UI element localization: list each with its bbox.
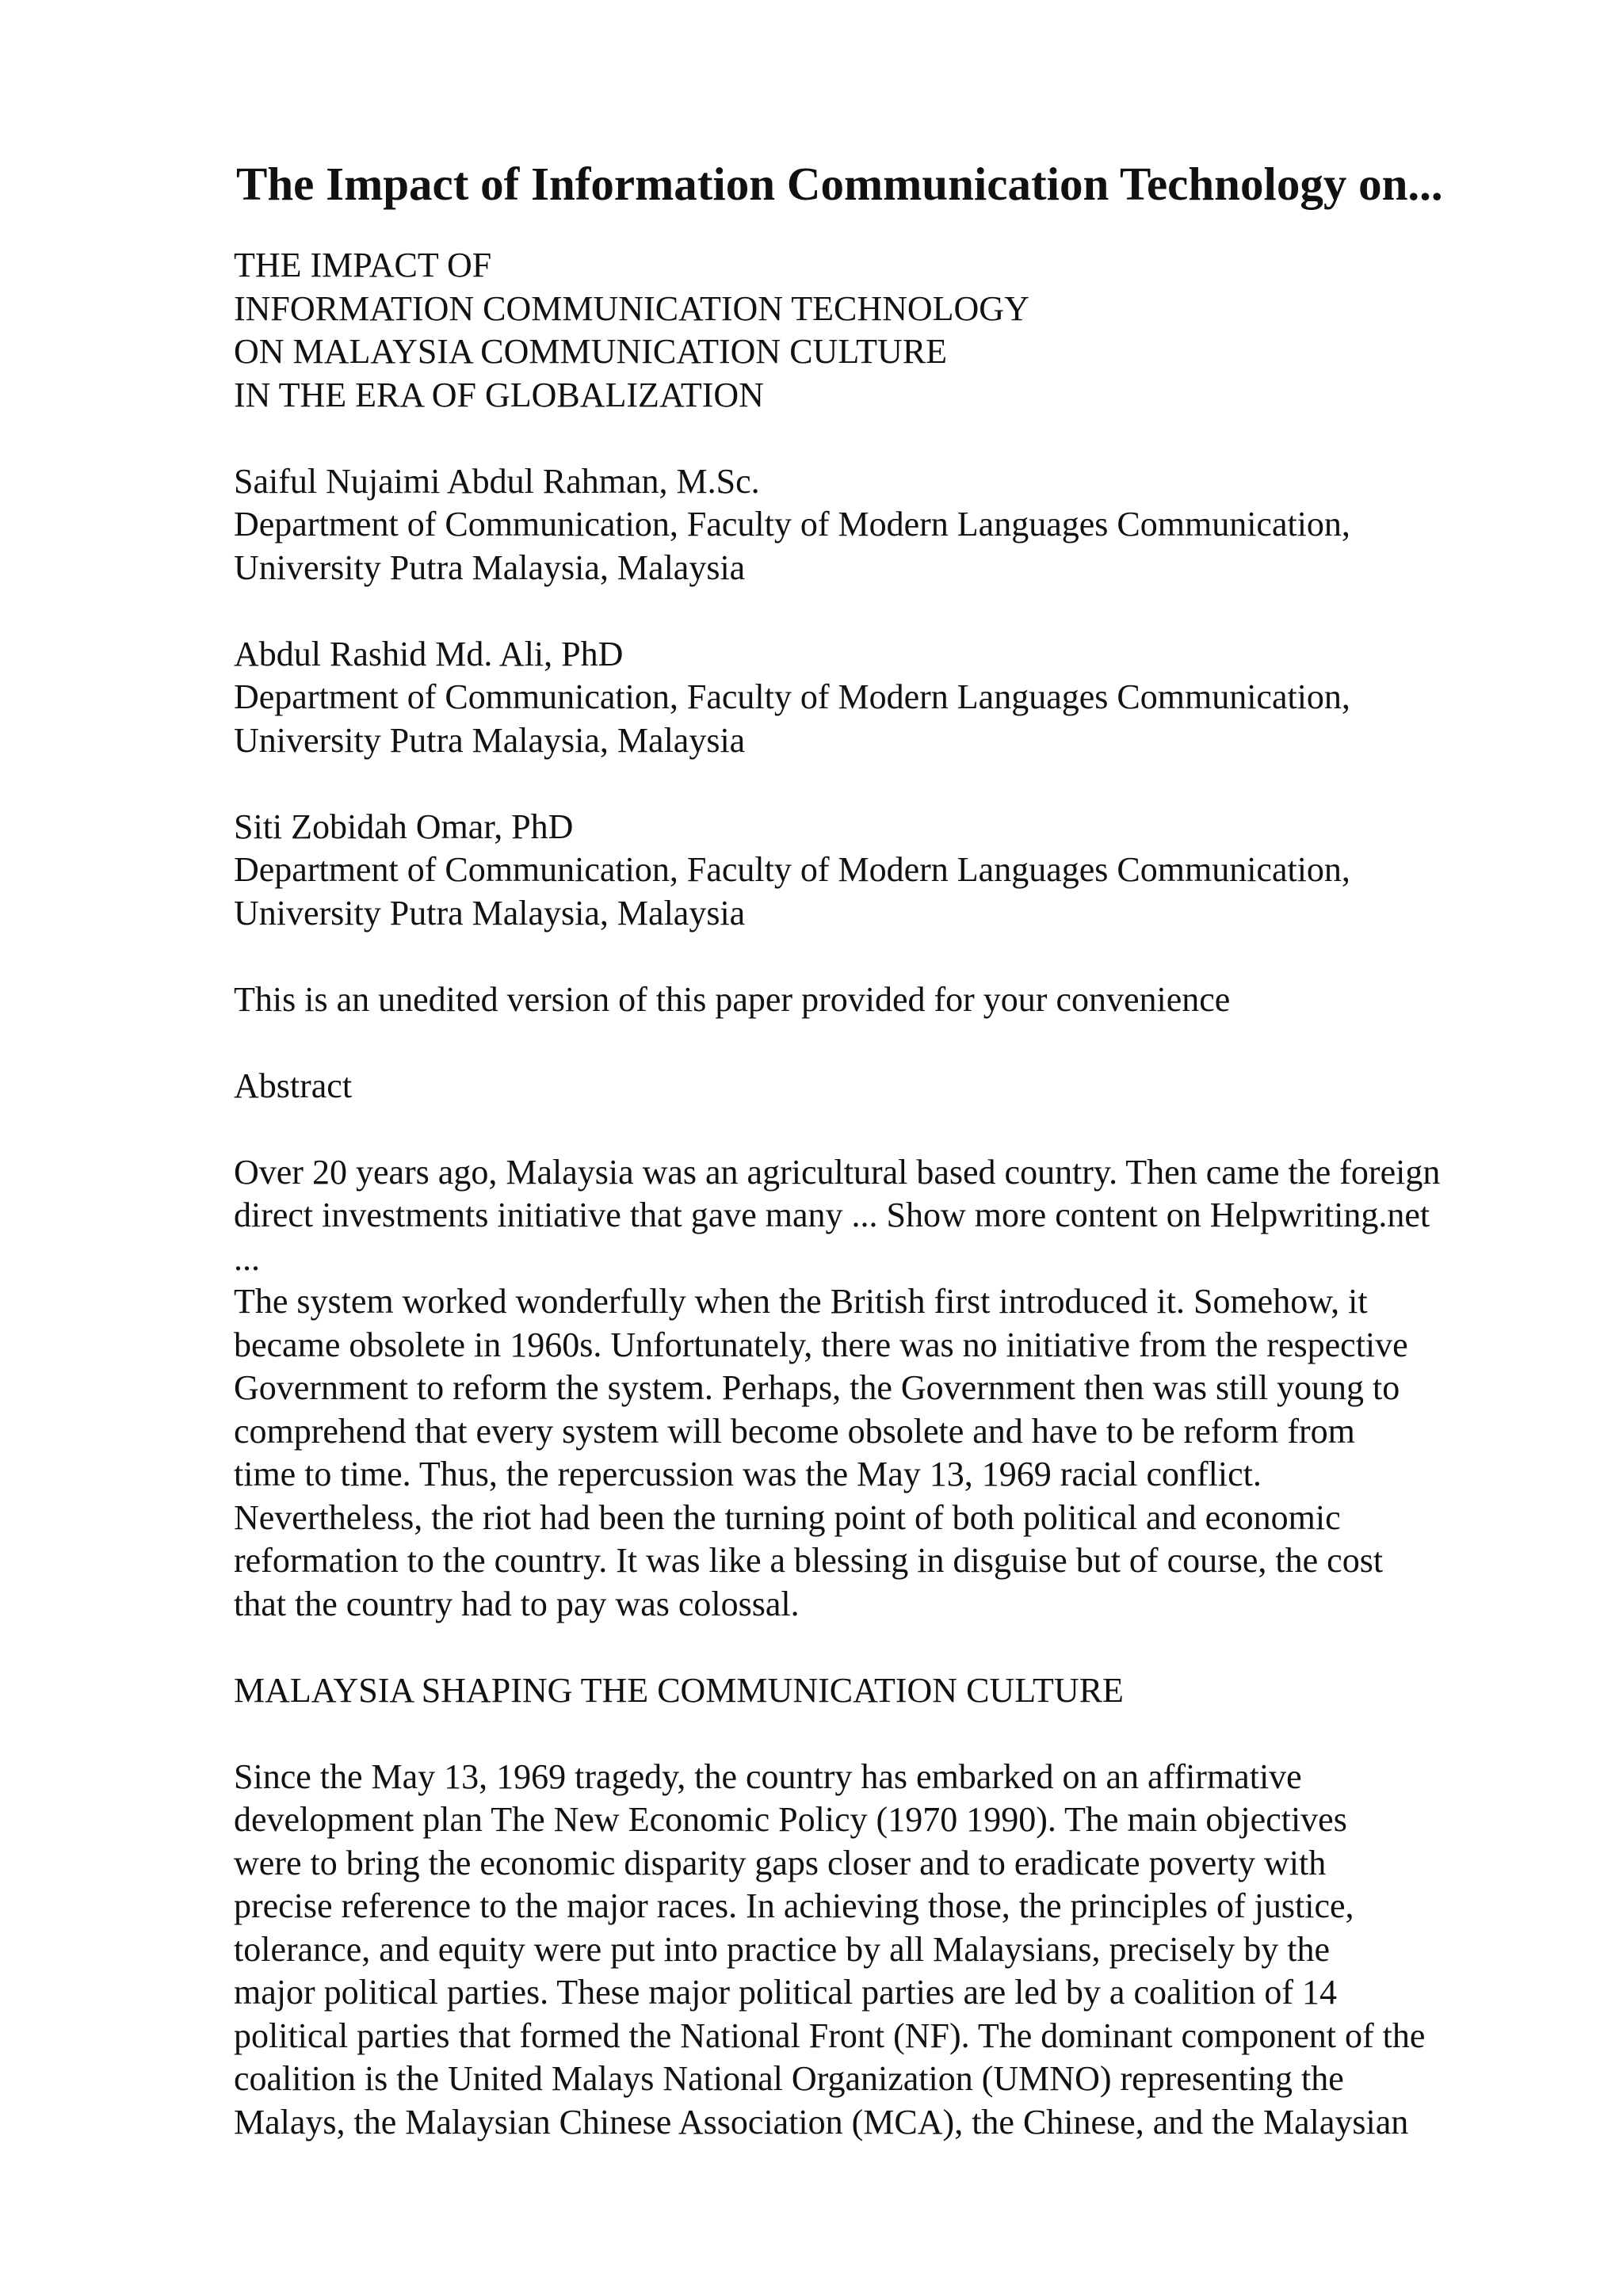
paragraph-line: coalition is the United Malays National Organization (UMNO) representing the	[234, 2059, 1344, 2098]
document-title: The Impact of Information Communication Technology on...	[236, 158, 1443, 210]
paragraph-line: comprehend that every system will become obsolete and have to be reform from	[234, 1411, 1355, 1451]
author-affiliation: University Putra Malaysia, Malaysia	[234, 720, 746, 760]
section-heading: MALAYSIA SHAPING THE COMMUNICATION CULTURE	[234, 1670, 1124, 1710]
paragraph-line: The system worked wonderfully when the British first introduced it. Somehow, it	[234, 1282, 1368, 1321]
document-body	[234, 244, 1581, 2187]
author-name: Saiful Nujaimi Abdul Rahman, M.Sc.	[234, 461, 760, 501]
author-block	[234, 460, 1581, 590]
abstract-heading-block	[234, 1065, 1581, 1108]
paragraph-line: direct investments initiative that gave many ... Show more content on Helpwriting.net	[234, 1196, 1430, 1234]
author-affiliation: Department of Communication, Faculty of Modern Languages Communication,	[234, 850, 1350, 889]
paragraph-line: tolerance, and equity were put into practice by all Malaysians, precisely by the	[234, 1929, 1331, 1969]
author-block	[234, 806, 1581, 936]
paper-title-line: INFORMATION COMMUNICATION TECHNOLOGY	[234, 288, 1029, 328]
paragraph-line: political parties that formed the National Front (NF). The dominant component of the	[234, 2016, 1426, 2055]
paragraph-line: ...	[234, 1238, 260, 1278]
author-affiliation: University Putra Malaysia, Malaysia	[234, 893, 746, 933]
paragraph-line: Government to reform the system. Perhaps, the Government then was still young to	[234, 1368, 1400, 1407]
paragraph-line: precise reference to the major races. In achieving those, the principles of justice,	[234, 1886, 1354, 1925]
paragraph-line: Since the May 13, 1969 tragedy, the country has embarked on an affirmative	[234, 1756, 1302, 1796]
paragraph-line: that the country had to pay was colossal.	[234, 1584, 800, 1623]
unedited-notice	[234, 978, 1581, 1022]
author-block	[234, 633, 1581, 763]
paper-title-line: THE IMPACT OF	[234, 246, 492, 284]
notice-text: This is an unedited version of this paper provided for your convenience	[234, 979, 1231, 1019]
paragraph-line: major political parties. These major political parties are led by a coalition of 14	[234, 1973, 1338, 2012]
author-affiliation: Department of Communication, Faculty of Modern Languages Communication,	[234, 677, 1350, 716]
author-name: Siti Zobidah Omar, PhD	[234, 807, 574, 846]
paper-title-line: IN THE ERA OF GLOBALIZATION	[234, 375, 764, 414]
paragraph-line: time to time. Thus, the repercussion was the May 13, 1969 racial conflict.	[234, 1455, 1262, 1493]
paragraph-line: Nevertheless, the riot had been the turning point of both political and economic	[234, 1497, 1341, 1537]
author-affiliation: Department of Communication, Faculty of Modern Languages Communication,	[234, 505, 1350, 543]
paper-title-line: ON MALAYSIA COMMUNICATION CULTURE	[234, 332, 948, 371]
section-heading-block	[234, 1669, 1581, 1713]
abstract-heading: Abstract	[234, 1066, 353, 1105]
paragraph-line: Over 20 years ago, Malaysia was an agricultural based country. Then came the foreign	[234, 1152, 1441, 1192]
author-name: Abdul Rashid Md. Ali, PhD	[234, 634, 624, 673]
paragraph-line: were to bring the economic disparity gaps closer and to eradicate poverty with	[234, 1843, 1327, 1882]
paragraph-line: development plan The New Economic Policy (1970 1990). The main objectives	[234, 1800, 1347, 1839]
paragraph-line: Malays, the Malaysian Chinese Association (MCA), the Chinese, and the Malaysian	[234, 2102, 1409, 2142]
paper-title-block	[234, 244, 1581, 417]
author-affiliation: University Putra Malaysia, Malaysia	[234, 547, 746, 587]
section-paragraph	[234, 1756, 1581, 2145]
paragraph-line: reformation to the country. It was like a blessing in disguise but of course, the cost	[234, 1541, 1384, 1580]
abstract-paragraph	[234, 1151, 1581, 1627]
paragraph-line: became obsolete in 1960s. Unfortunately, there was no initiative from the respective	[234, 1325, 1408, 1364]
